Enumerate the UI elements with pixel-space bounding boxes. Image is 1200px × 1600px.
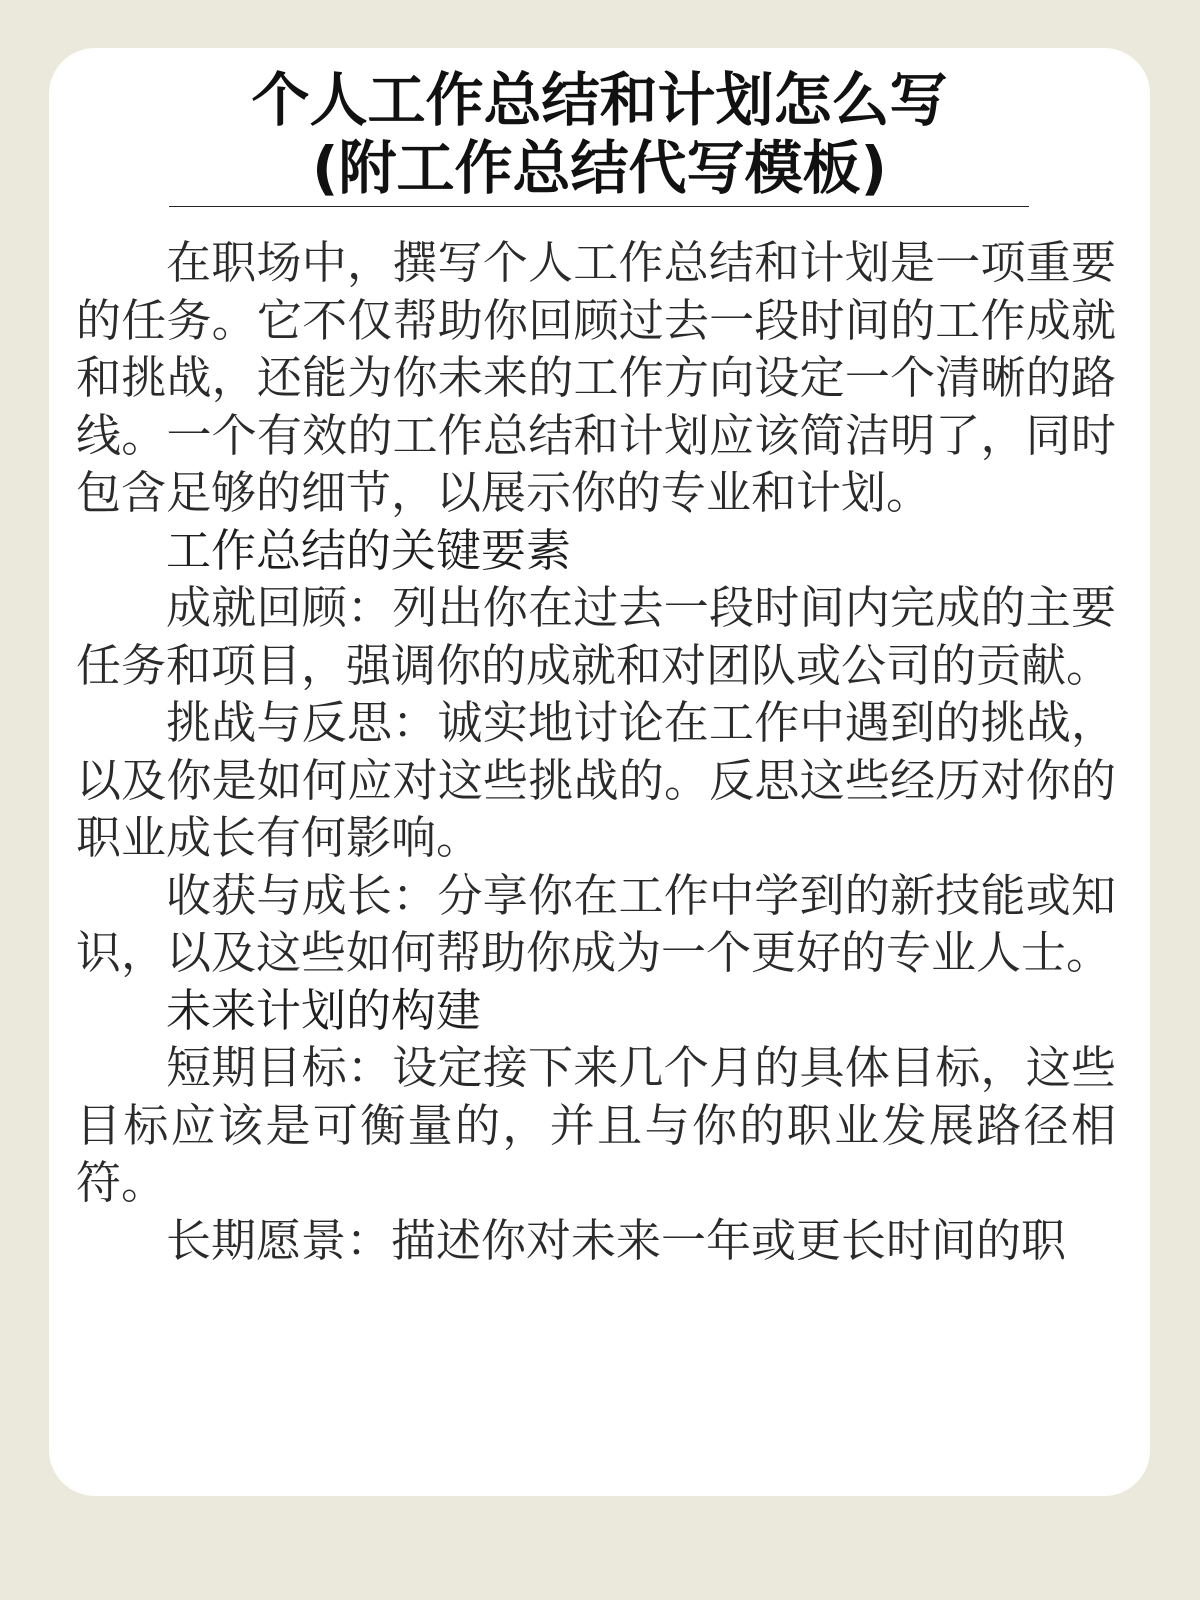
document-body	[76, 234, 1116, 1269]
document-title	[49, 66, 1150, 202]
section-heading-plan: 未来计划的构建	[166, 983, 482, 1037]
paragraph-long-term: 长期愿景：描述你对未来一年或更长时间的职	[166, 1213, 1067, 1267]
document-card	[49, 48, 1150, 1496]
paragraph-achievements: 成就回顾：列出你在过去一段时间内完成的主要任务和项目，强调你的成就和对团队或公司的贡献。	[76, 581, 1116, 692]
title-line-1: 个人工作总结和计划怎么写	[251, 66, 948, 134]
paragraph-growth: 收获与成长：分享你在工作中学到的新技能或知识，以及这些如何帮助你成为一个更好的专业人士。	[76, 868, 1116, 979]
paragraph-intro: 在职场中，撰写个人工作总结和计划是一项重要的任务。它不仅帮助你回顾过去一段时间的工作成就和挑战，还能为你未来的工作方向设定一个清晰的路线。一个有效的工作总结和计划应该简洁明了，同时包含足够的细节，以展示你的专业和计划。	[76, 236, 1116, 519]
section-heading-summary: 工作总结的关键要素	[166, 523, 572, 577]
title-divider	[169, 206, 1029, 207]
paragraph-short-term: 短期目标：设定接下来几个月的具体目标，这些目标应该是可衡量的，并且与你的职业发展路径相符。	[76, 1041, 1116, 1209]
title-line-2: (附工作总结代写模板)	[311, 134, 888, 202]
paragraph-challenges: 挑战与反思：诚实地讨论在工作中遇到的挑战，以及你是如何应对这些挑战的。反思这些经历对你的职业成长有何影响。	[76, 696, 1116, 864]
